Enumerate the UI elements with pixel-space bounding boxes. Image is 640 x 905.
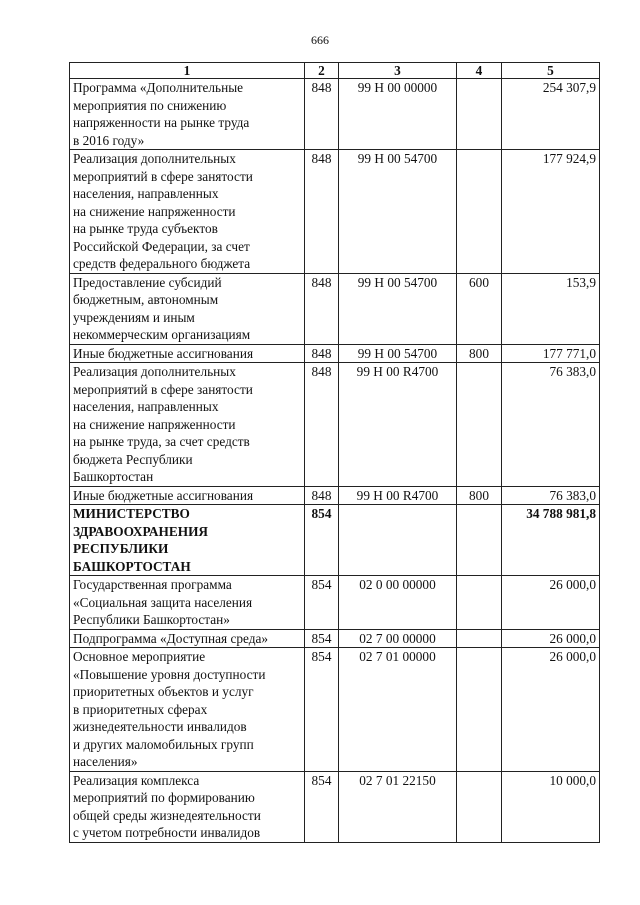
row-expense-type: [457, 79, 502, 150]
row-ministry-code: 854: [305, 648, 339, 772]
row-target-article: 99 Н 00 54700: [339, 273, 457, 344]
table-row: [70, 629, 600, 648]
row-target-article: 99 Н 00 R4700: [339, 486, 457, 505]
row-name: Реализация дополнительных мероприятий в сфере занятости населения, направленных на снижение напряженности на рынке труда субъектов Российской Федерации, за счет средств федерального бюджета: [70, 150, 305, 274]
row-amount: 26 000,0: [502, 648, 600, 772]
row-ministry-code: 854: [305, 771, 339, 842]
row-target-article: 02 7 01 22150: [339, 771, 457, 842]
row-target-article: 99 Н 00 R4700: [339, 363, 457, 487]
row-expense-type: [457, 771, 502, 842]
row-amount: 34 788 981,8: [502, 505, 600, 576]
table-row: [70, 771, 600, 842]
row-target-article: 99 Н 00 54700: [339, 150, 457, 274]
table-header-row: [70, 63, 600, 79]
row-name: Иные бюджетные ассигнования: [70, 486, 305, 505]
column-header-4: 4: [457, 63, 502, 79]
row-name: Реализация комплекса мероприятий по формированию общей среды жизнедеятельности с учетом потребности инвалидов: [70, 771, 305, 842]
row-name: МИНИСТЕРСТВО ЗДРАВООХРАНЕНИЯ РЕСПУБЛИКИ БАШКОРТОСТАН: [70, 505, 305, 576]
table-row: [70, 576, 600, 630]
table-row: [70, 486, 600, 505]
row-expense-type: [457, 576, 502, 630]
row-target-article: 99 Н 00 54700: [339, 344, 457, 363]
row-name: Подпрограмма «Доступная среда»: [70, 629, 305, 648]
row-amount: 153,9: [502, 273, 600, 344]
table-row: [70, 79, 600, 150]
table-row: [70, 273, 600, 344]
row-expense-type: [457, 363, 502, 487]
row-ministry-code: 854: [305, 576, 339, 630]
row-name: Основное мероприятие «Повышение уровня доступности приоритетных объектов и услуг в приоритетных сферах жизнедеятельности инвалидов и других маломобильных групп населения»: [70, 648, 305, 772]
row-target-article: 02 7 01 00000: [339, 648, 457, 772]
row-expense-type: [457, 648, 502, 772]
row-target-article: 02 0 00 00000: [339, 576, 457, 630]
row-expense-type: 800: [457, 486, 502, 505]
row-amount: 26 000,0: [502, 629, 600, 648]
row-amount: 254 307,9: [502, 79, 600, 150]
row-target-article: 02 7 00 00000: [339, 629, 457, 648]
row-name: Государственная программа «Социальная защита населения Республики Башкортостан»: [70, 576, 305, 630]
row-expense-type: [457, 629, 502, 648]
row-name: Иные бюджетные ассигнования: [70, 344, 305, 363]
table-row: [70, 150, 600, 274]
column-header-2: 2: [305, 63, 339, 79]
row-expense-type: [457, 505, 502, 576]
row-amount: 177 771,0: [502, 344, 600, 363]
row-ministry-code: 854: [305, 629, 339, 648]
row-ministry-code: 848: [305, 486, 339, 505]
row-ministry-code: 848: [305, 79, 339, 150]
column-header-5: 5: [502, 63, 600, 79]
column-header-3: 3: [339, 63, 457, 79]
row-ministry-code: 848: [305, 344, 339, 363]
column-header-1: 1: [70, 63, 305, 79]
row-expense-type: [457, 150, 502, 274]
page-number: 666: [311, 33, 329, 47]
row-amount: 76 383,0: [502, 486, 600, 505]
row-ministry-code: 854: [305, 505, 339, 576]
row-amount: 26 000,0: [502, 576, 600, 630]
row-target-article: 99 Н 00 00000: [339, 79, 457, 150]
table-row: [70, 344, 600, 363]
budget-table: [69, 62, 600, 843]
table-row: [70, 363, 600, 487]
table-body: [70, 79, 600, 843]
row-ministry-code: 848: [305, 363, 339, 487]
row-name: Предоставление субсидий бюджетным, автономным учреждениям и иным некоммерческим организациям: [70, 273, 305, 344]
row-ministry-code: 848: [305, 150, 339, 274]
table-row: [70, 648, 600, 772]
table-row: [70, 505, 600, 576]
row-target-article: [339, 505, 457, 576]
row-expense-type: 600: [457, 273, 502, 344]
row-name: Программа «Дополнительные мероприятия по снижению напряженности на рынке труда в 2016 году»: [70, 79, 305, 150]
row-amount: 10 000,0: [502, 771, 600, 842]
row-amount: 177 924,9: [502, 150, 600, 274]
row-name: Реализация дополнительных мероприятий в сфере занятости населения, направленных на снижение напряженности на рынке труда, за счет средств бюджета Республики Башкортостан: [70, 363, 305, 487]
row-expense-type: 800: [457, 344, 502, 363]
row-ministry-code: 848: [305, 273, 339, 344]
row-amount: 76 383,0: [502, 363, 600, 487]
